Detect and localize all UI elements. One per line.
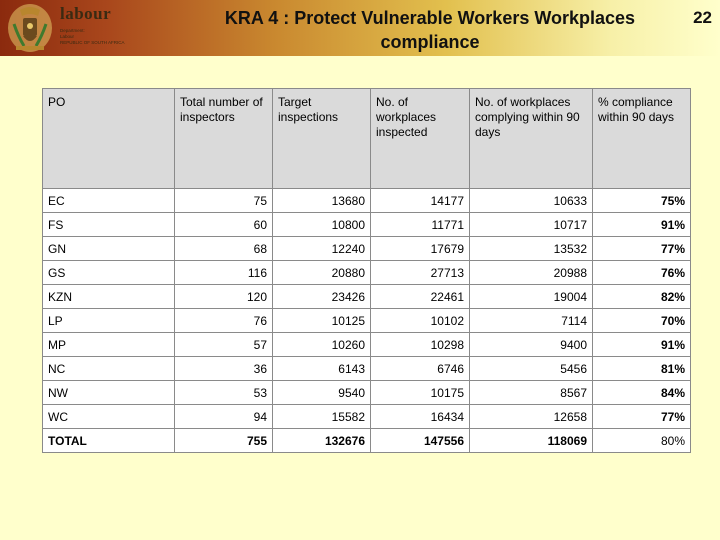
cell-compliance-pct: 80% [593, 429, 691, 453]
cell-inspectors: 57 [175, 333, 273, 357]
cell-inspectors: 755 [175, 429, 273, 453]
cell-target: 10800 [273, 213, 371, 237]
cell-po: EC [43, 189, 175, 213]
cell-inspected: 147556 [371, 429, 470, 453]
table-total-row [43, 429, 691, 453]
cell-inspectors: 116 [175, 261, 273, 285]
column-header-inspectors: Total number of inspectors [175, 89, 273, 189]
header-banner [0, 0, 720, 56]
cell-compliance-pct: 77% [593, 237, 691, 261]
table-row [43, 285, 691, 309]
cell-inspectors: 94 [175, 405, 273, 429]
cell-inspectors: 75 [175, 189, 273, 213]
cell-target: 13680 [273, 189, 371, 213]
cell-complying: 5456 [470, 357, 593, 381]
logo-line-labour: Labour [60, 34, 75, 39]
cell-po: WC [43, 405, 175, 429]
cell-po: FS [43, 213, 175, 237]
cell-inspectors: 76 [175, 309, 273, 333]
cell-compliance-pct: 82% [593, 285, 691, 309]
page-number: 22 [693, 8, 712, 27]
cell-inspected: 11771 [371, 213, 470, 237]
table-header-row [43, 89, 691, 189]
cell-inspected: 10102 [371, 309, 470, 333]
cell-inspected: 16434 [371, 405, 470, 429]
cell-compliance-pct: 76% [593, 261, 691, 285]
cell-target: 9540 [273, 381, 371, 405]
cell-inspectors: 120 [175, 285, 273, 309]
column-header-po: PO [43, 89, 175, 189]
cell-po: LP [43, 309, 175, 333]
cell-target: 15582 [273, 405, 371, 429]
compliance-table [42, 88, 691, 453]
cell-complying: 20988 [470, 261, 593, 285]
cell-inspected: 17679 [371, 237, 470, 261]
cell-compliance-pct: 77% [593, 405, 691, 429]
cell-target: 132676 [273, 429, 371, 453]
cell-inspected: 10175 [371, 381, 470, 405]
cell-po: KZN [43, 285, 175, 309]
cell-complying: 10717 [470, 213, 593, 237]
cell-inspected: 27713 [371, 261, 470, 285]
cell-po: MP [43, 333, 175, 357]
cell-po: NC [43, 357, 175, 381]
cell-target: 12240 [273, 237, 371, 261]
table-row [43, 357, 691, 381]
cell-inspected: 14177 [371, 189, 470, 213]
cell-compliance-pct: 91% [593, 213, 691, 237]
page-title-line-1: KRA 4 : Protect Vulnerable Workers Workplaces [224, 8, 636, 28]
logo-wordmark: labour [60, 4, 112, 23]
cell-inspected: 10298 [371, 333, 470, 357]
column-header-inspected: No. of workplaces inspected [371, 89, 470, 189]
column-header-complying: No. of workplaces complying within 90 days [470, 89, 593, 189]
department-logo [0, 0, 160, 56]
coat-of-arms-icon [4, 2, 56, 54]
cell-po: TOTAL [43, 429, 175, 453]
cell-compliance-pct: 81% [593, 357, 691, 381]
cell-inspected: 6746 [371, 357, 470, 381]
table-row [43, 309, 691, 333]
cell-po: GS [43, 261, 175, 285]
cell-complying: 10633 [470, 189, 593, 213]
cell-complying: 118069 [470, 429, 593, 453]
table-row [43, 261, 691, 285]
column-header-target: Target inspections [273, 89, 371, 189]
column-header-compliance-pct: % compliance within 90 days [593, 89, 691, 189]
cell-po: NW [43, 381, 175, 405]
table-row [43, 381, 691, 405]
table-row [43, 333, 691, 357]
logo-line-republic: REPUBLIC OF SOUTH AFRICA [60, 40, 125, 45]
cell-inspectors: 60 [175, 213, 273, 237]
cell-complying: 13532 [470, 237, 593, 261]
page-title [160, 6, 700, 54]
cell-complying: 9400 [470, 333, 593, 357]
cell-inspectors: 68 [175, 237, 273, 261]
cell-inspectors: 53 [175, 381, 273, 405]
cell-compliance-pct: 70% [593, 309, 691, 333]
cell-compliance-pct: 91% [593, 333, 691, 357]
table-row [43, 189, 691, 213]
cell-complying: 19004 [470, 285, 593, 309]
cell-inspected: 22461 [371, 285, 470, 309]
table-row [43, 213, 691, 237]
logo-line-department: Department: [60, 28, 85, 33]
cell-target: 6143 [273, 357, 371, 381]
table-row [43, 405, 691, 429]
cell-target: 10260 [273, 333, 371, 357]
cell-complying: 7114 [470, 309, 593, 333]
cell-complying: 8567 [470, 381, 593, 405]
cell-po: GN [43, 237, 175, 261]
page-title-line-2: compliance [380, 32, 480, 52]
cell-complying: 12658 [470, 405, 593, 429]
table-row [43, 237, 691, 261]
cell-inspectors: 36 [175, 357, 273, 381]
cell-target: 20880 [273, 261, 371, 285]
cell-compliance-pct: 75% [593, 189, 691, 213]
cell-target: 10125 [273, 309, 371, 333]
cell-compliance-pct: 84% [593, 381, 691, 405]
cell-target: 23426 [273, 285, 371, 309]
